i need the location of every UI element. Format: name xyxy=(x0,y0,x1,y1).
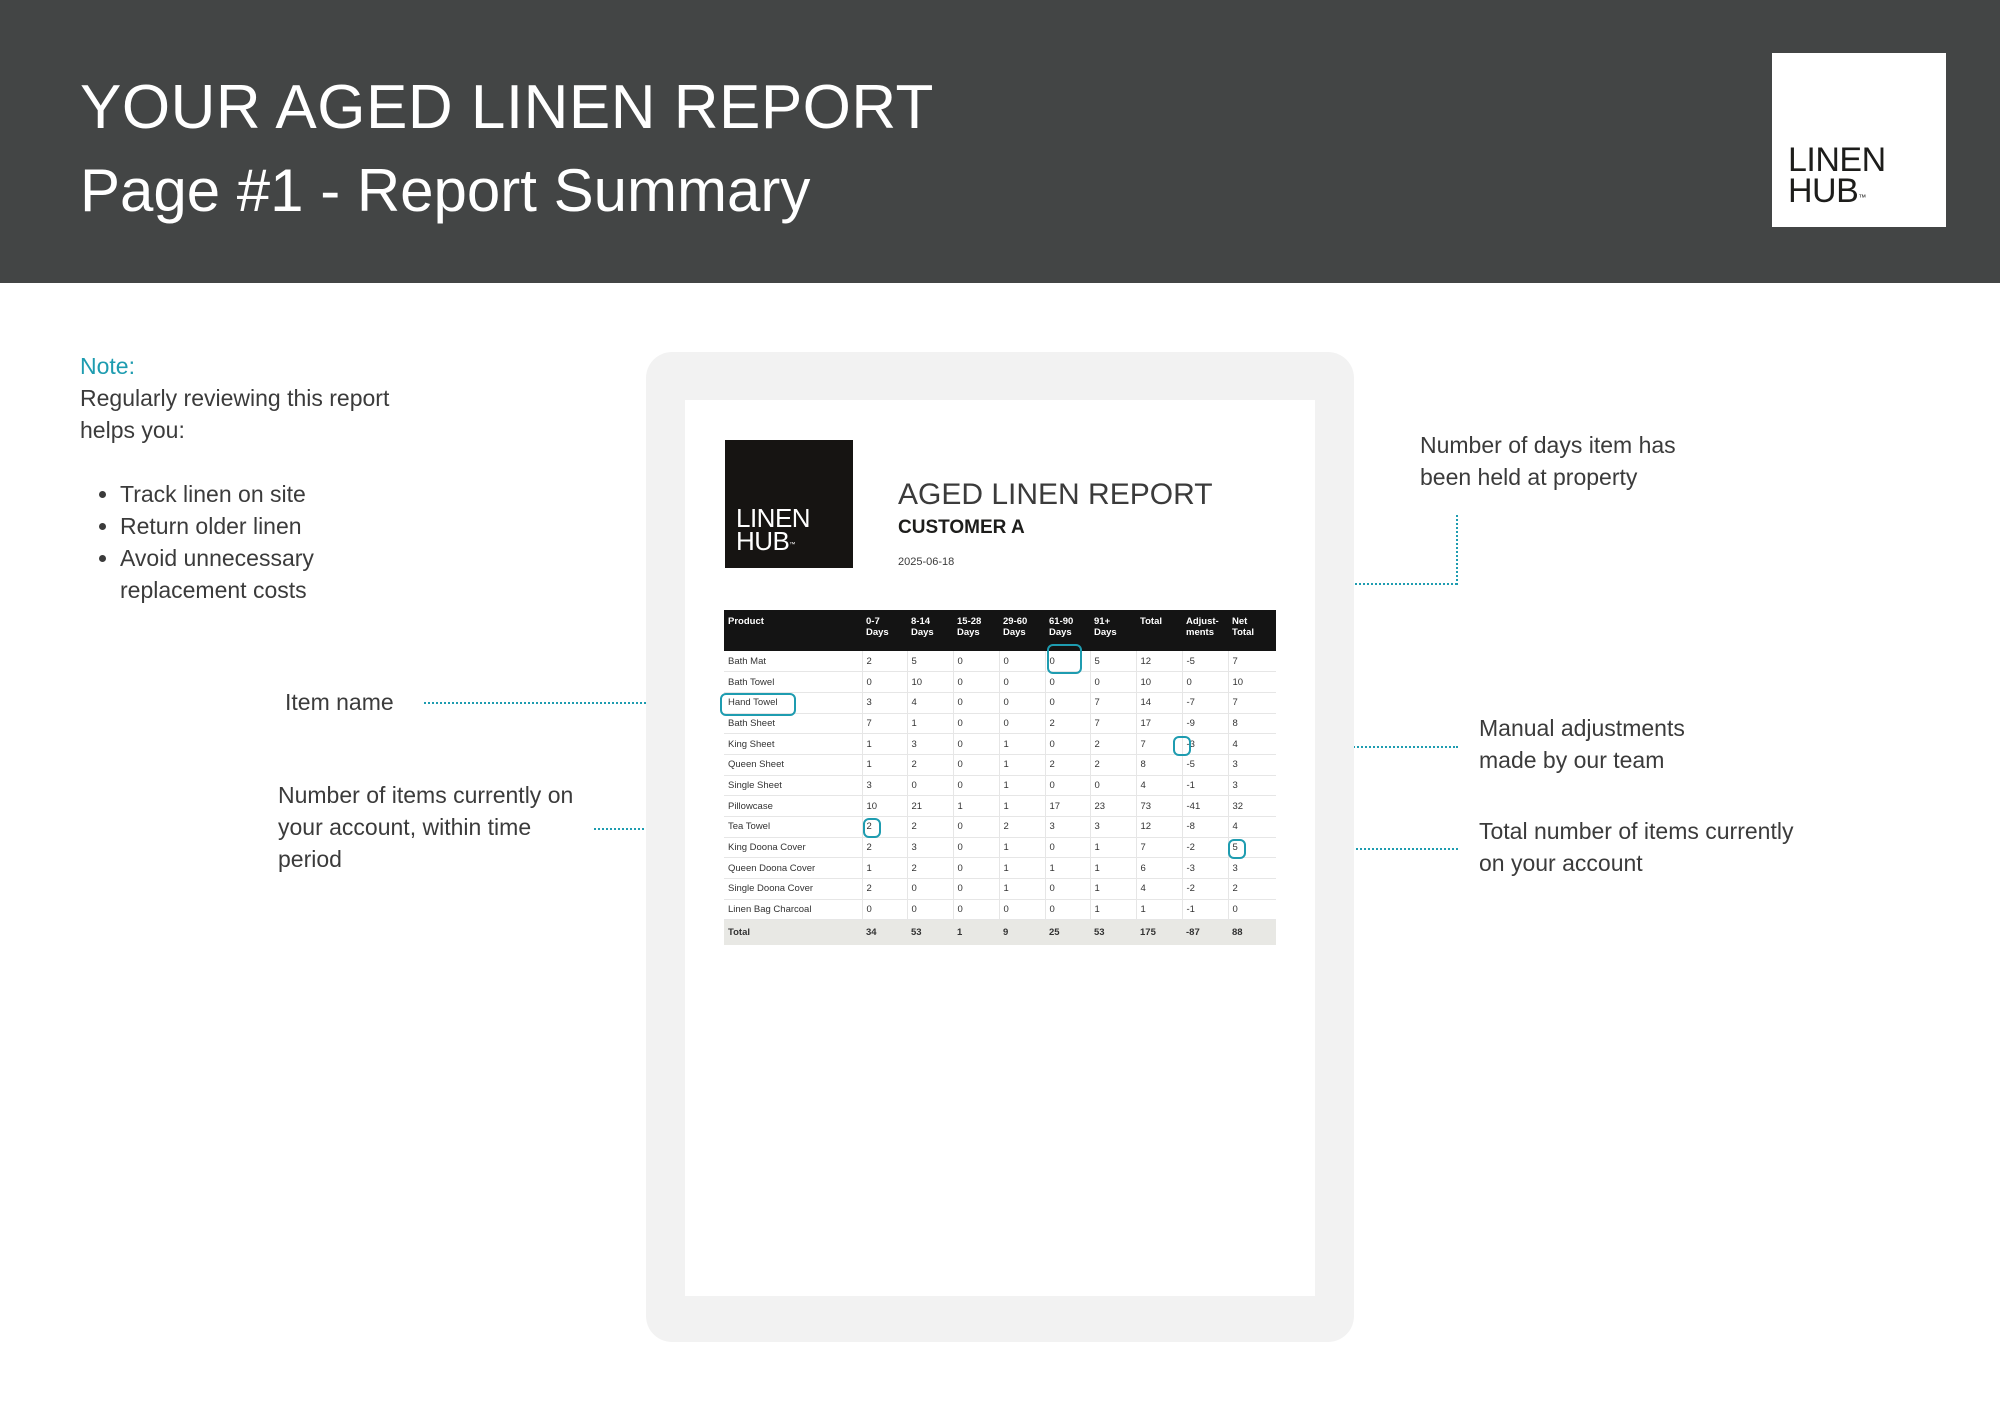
value-cell: 3 xyxy=(1228,858,1276,879)
value-cell: 2 xyxy=(1228,879,1276,900)
product-name-cell: Bath Mat xyxy=(724,651,862,672)
column-header: 15-28 Days xyxy=(953,610,999,651)
value-cell: 5 xyxy=(907,651,953,672)
value-cell: 0 xyxy=(953,651,999,672)
value-cell: 0 xyxy=(953,754,999,775)
value-cell: 0 xyxy=(999,713,1045,734)
value-cell: 2 xyxy=(907,858,953,879)
value-cell: 0 xyxy=(1045,672,1090,693)
value-cell: 10 xyxy=(1228,672,1276,693)
value-cell: 0 xyxy=(953,692,999,713)
table-row xyxy=(724,796,1276,817)
highlight-adjustment xyxy=(1173,736,1191,756)
value-cell: 0 xyxy=(953,672,999,693)
value-cell: 6 xyxy=(1136,858,1182,879)
highlight-tea-towel-value xyxy=(863,818,881,838)
value-cell: 2 xyxy=(907,754,953,775)
document-logo-wordmark xyxy=(736,503,811,556)
callout-days-held-connector xyxy=(1456,515,1458,585)
value-cell: 1 xyxy=(999,858,1045,879)
value-cell: 1 xyxy=(1136,899,1182,920)
total-label-cell: Total xyxy=(724,920,862,945)
callout-days-held: Number of days item has been held at property xyxy=(1420,432,1676,490)
value-cell: -7 xyxy=(1182,692,1228,713)
value-cell: 1 xyxy=(862,754,907,775)
value-cell: 0 xyxy=(1045,651,1090,672)
table-row xyxy=(724,837,1276,858)
linen-hub-logo xyxy=(1772,53,1946,227)
value-cell: 1 xyxy=(1090,879,1136,900)
value-cell: 0 xyxy=(1045,692,1090,713)
product-name-cell: Bath Sheet xyxy=(724,713,862,734)
table-body xyxy=(724,651,1276,945)
value-cell: 8 xyxy=(1228,713,1276,734)
document-logo-line-1: LINEN xyxy=(736,503,811,533)
value-cell: -8 xyxy=(1182,817,1228,838)
value-cell: 12 xyxy=(1136,817,1182,838)
value-cell: 17 xyxy=(1045,796,1090,817)
highlight-61-90-days xyxy=(1047,644,1082,674)
value-cell: 0 xyxy=(1045,775,1090,796)
product-name-cell: Pillowcase xyxy=(724,796,862,817)
value-cell: 0 xyxy=(953,713,999,734)
value-cell: -41 xyxy=(1182,796,1228,817)
product-name-cell: Hand Towel xyxy=(724,692,862,713)
value-cell: 1 xyxy=(999,837,1045,858)
value-cell: 4 xyxy=(1136,879,1182,900)
value-cell: 0 xyxy=(907,775,953,796)
table-row xyxy=(724,858,1276,879)
note-label: Note: xyxy=(80,353,135,379)
total-value-cell: 34 xyxy=(862,920,907,945)
value-cell: -2 xyxy=(1182,837,1228,858)
total-value-cell: 53 xyxy=(907,920,953,945)
document-logo-trademark: ™ xyxy=(789,542,795,548)
value-cell: 3 xyxy=(907,734,953,755)
table-row xyxy=(724,713,1276,734)
value-cell: 3 xyxy=(862,692,907,713)
note-bullet: • Track linen on site xyxy=(120,478,400,510)
value-cell: 0 xyxy=(999,692,1045,713)
product-name-cell: Queen Doona Cover xyxy=(724,858,862,879)
value-cell: 0 xyxy=(999,672,1045,693)
value-cell: -9 xyxy=(1182,713,1228,734)
value-cell: 23 xyxy=(1090,796,1136,817)
value-cell: 14 xyxy=(1136,692,1182,713)
value-cell: 4 xyxy=(1136,775,1182,796)
highlight-hand-towel xyxy=(720,693,796,716)
logo-line-1: LINEN xyxy=(1788,141,1886,179)
value-cell: 1 xyxy=(953,796,999,817)
value-cell: 5 xyxy=(1090,651,1136,672)
value-cell: 2 xyxy=(907,817,953,838)
value-cell: 0 xyxy=(907,879,953,900)
value-cell: -5 xyxy=(1182,754,1228,775)
value-cell: 0 xyxy=(953,879,999,900)
page-subtitle: Page #1 - Report Summary xyxy=(80,157,811,224)
note-bullet-list xyxy=(80,478,400,606)
value-cell: 2 xyxy=(1045,754,1090,775)
value-cell: 0 xyxy=(1090,775,1136,796)
value-cell: 5 xyxy=(1228,837,1276,858)
logo-wordmark xyxy=(1788,141,1886,210)
value-cell: -1 xyxy=(1182,899,1228,920)
value-cell: 73 xyxy=(1136,796,1182,817)
value-cell: 21 xyxy=(907,796,953,817)
value-cell: 4 xyxy=(1228,817,1276,838)
column-header: Net Total xyxy=(1228,610,1276,651)
total-value-cell: 53 xyxy=(1090,920,1136,945)
note-bullet: • Avoid unnecessary replacement costs xyxy=(120,542,400,606)
value-cell: 1 xyxy=(907,713,953,734)
value-cell: 2 xyxy=(999,817,1045,838)
column-header: Adjust- ments xyxy=(1182,610,1228,651)
value-cell: 0 xyxy=(1090,672,1136,693)
value-cell: 1 xyxy=(1090,858,1136,879)
note-bullet: • Return older linen xyxy=(120,510,400,542)
value-cell: 7 xyxy=(1090,713,1136,734)
value-cell: 2 xyxy=(862,879,907,900)
value-cell: 1 xyxy=(999,879,1045,900)
value-cell: 0 xyxy=(953,734,999,755)
value-cell: 4 xyxy=(1228,734,1276,755)
value-cell: 1 xyxy=(999,754,1045,775)
column-header: 61-90 Days xyxy=(1045,610,1090,651)
value-cell: 4 xyxy=(907,692,953,713)
value-cell: 7 xyxy=(1228,692,1276,713)
value-cell: 2 xyxy=(862,837,907,858)
value-cell: 10 xyxy=(862,796,907,817)
value-cell: 0 xyxy=(999,651,1045,672)
table-row xyxy=(724,692,1276,713)
value-cell: 0 xyxy=(953,858,999,879)
callout-item-name: Item name xyxy=(285,689,394,715)
value-cell: 0 xyxy=(862,899,907,920)
product-name-cell: Single Doona Cover xyxy=(724,879,862,900)
table-row xyxy=(724,651,1276,672)
product-name-cell: Bath Towel xyxy=(724,672,862,693)
product-name-cell: King Doona Cover xyxy=(724,837,862,858)
callout-items-in-period: Number of items currently on your account, within time period xyxy=(278,782,574,872)
value-cell: 0 xyxy=(1045,734,1090,755)
aged-linen-table xyxy=(724,610,1276,945)
document-date: 2025-06-18 xyxy=(898,556,955,568)
column-header: Product xyxy=(724,610,862,651)
value-cell: 3 xyxy=(1045,817,1090,838)
document-logo-line-2: HUB xyxy=(736,526,790,556)
value-cell: 12 xyxy=(1136,651,1182,672)
value-cell: 2 xyxy=(862,651,907,672)
product-name-cell: Tea Towel xyxy=(724,817,862,838)
value-cell: 0 xyxy=(1045,837,1090,858)
document-logo xyxy=(725,440,853,568)
value-cell: 7 xyxy=(862,713,907,734)
table-row xyxy=(724,754,1276,775)
table-header-row xyxy=(724,610,1276,651)
report-document xyxy=(685,400,1315,1296)
total-value-cell: 25 xyxy=(1045,920,1090,945)
table-row xyxy=(724,879,1276,900)
highlight-net-total xyxy=(1228,839,1246,859)
value-cell: 10 xyxy=(1136,672,1182,693)
total-value-cell: 175 xyxy=(1136,920,1182,945)
value-cell: 1 xyxy=(1090,837,1136,858)
value-cell: 2 xyxy=(862,817,907,838)
table-row xyxy=(724,899,1276,920)
total-value-cell: 9 xyxy=(999,920,1045,945)
value-cell: 7 xyxy=(1136,837,1182,858)
value-cell: -1 xyxy=(1182,775,1228,796)
table-total-row xyxy=(724,920,1276,945)
product-name-cell: King Sheet xyxy=(724,734,862,755)
value-cell: 0 xyxy=(1182,672,1228,693)
callout-manual-adjustments: Manual adjustments made by our team xyxy=(1479,715,1685,773)
value-cell: -2 xyxy=(1182,879,1228,900)
value-cell: 2 xyxy=(1090,754,1136,775)
logo-line-2: HUB xyxy=(1788,172,1859,210)
value-cell: 1 xyxy=(999,775,1045,796)
value-cell: -3 xyxy=(1182,734,1228,755)
table-row xyxy=(724,775,1276,796)
value-cell: 0 xyxy=(907,899,953,920)
value-cell: 2 xyxy=(1090,734,1136,755)
column-header: 0-7 Days xyxy=(862,610,907,651)
value-cell: 1 xyxy=(1090,899,1136,920)
note-panel xyxy=(80,350,400,606)
table-row xyxy=(724,817,1276,838)
value-cell: 0 xyxy=(1228,899,1276,920)
value-cell: 0 xyxy=(1045,899,1090,920)
product-name-cell: Linen Bag Charcoal xyxy=(724,899,862,920)
value-cell: 0 xyxy=(862,672,907,693)
value-cell: 3 xyxy=(862,775,907,796)
value-cell: -5 xyxy=(1182,651,1228,672)
value-cell: 3 xyxy=(1090,817,1136,838)
value-cell: 7 xyxy=(1228,651,1276,672)
column-header: 8-14 Days xyxy=(907,610,953,651)
table-row xyxy=(724,672,1276,693)
value-cell: 0 xyxy=(1045,879,1090,900)
value-cell: 2 xyxy=(1045,713,1090,734)
value-cell: 1 xyxy=(1045,858,1090,879)
document-title: AGED LINEN REPORT xyxy=(898,478,1213,511)
value-cell: 1 xyxy=(999,734,1045,755)
table-row xyxy=(724,734,1276,755)
value-cell: 3 xyxy=(907,837,953,858)
value-cell: 3 xyxy=(1228,754,1276,775)
value-cell: -3 xyxy=(1182,858,1228,879)
value-cell: 32 xyxy=(1228,796,1276,817)
value-cell: 8 xyxy=(1136,754,1182,775)
logo-trademark: ™ xyxy=(1858,193,1866,202)
value-cell: 10 xyxy=(907,672,953,693)
total-value-cell: 88 xyxy=(1228,920,1276,945)
callout-total-items: Total number of items currently on your account xyxy=(1479,818,1794,876)
column-header: 91+ Days xyxy=(1090,610,1136,651)
document-customer: CUSTOMER A xyxy=(898,517,1025,538)
value-cell: 1 xyxy=(999,796,1045,817)
total-value-cell: -87 xyxy=(1182,920,1228,945)
column-header: Total xyxy=(1136,610,1182,651)
value-cell: 0 xyxy=(953,837,999,858)
header-banner xyxy=(0,0,2000,283)
value-cell: 0 xyxy=(953,775,999,796)
value-cell: 3 xyxy=(1228,775,1276,796)
product-name-cell: Single Sheet xyxy=(724,775,862,796)
value-cell: 1 xyxy=(862,858,907,879)
note-intro: Regularly reviewing this report helps you: xyxy=(80,385,390,443)
value-cell: 7 xyxy=(1136,734,1182,755)
value-cell: 0 xyxy=(953,817,999,838)
total-value-cell: 1 xyxy=(953,920,999,945)
value-cell: 0 xyxy=(999,899,1045,920)
page-title: YOUR AGED LINEN REPORT xyxy=(80,73,934,142)
column-header: 29-60 Days xyxy=(999,610,1045,651)
value-cell: 1 xyxy=(862,734,907,755)
value-cell: 0 xyxy=(953,899,999,920)
value-cell: 17 xyxy=(1136,713,1182,734)
product-name-cell: Queen Sheet xyxy=(724,754,862,775)
value-cell: 7 xyxy=(1090,692,1136,713)
